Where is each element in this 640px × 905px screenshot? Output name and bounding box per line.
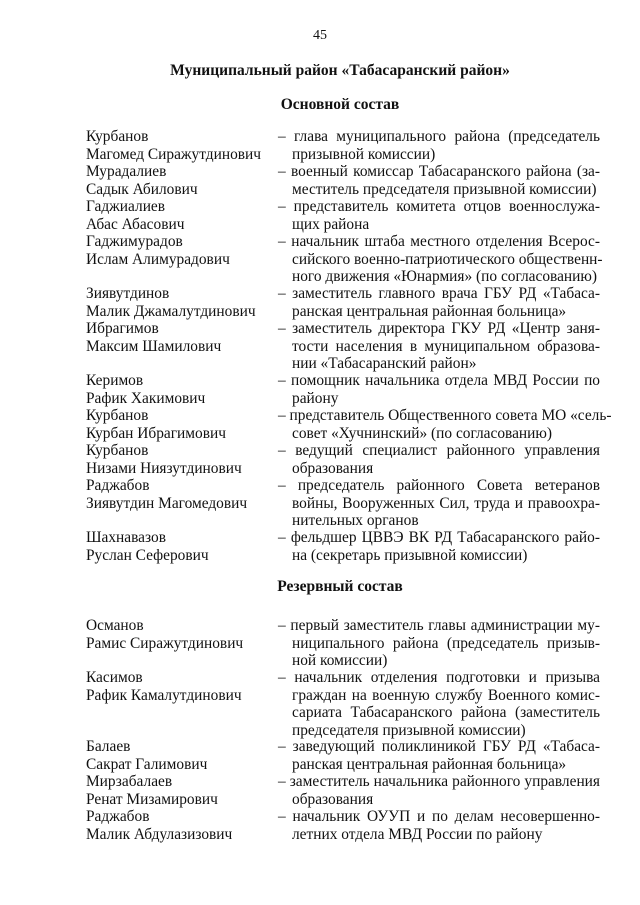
member-entry	[86, 285, 606, 320]
role-line: – начальник ОУУП и по делам несовершенно-	[278, 808, 600, 825]
member-surname: Гаджиалиев	[86, 198, 166, 215]
member-name	[86, 617, 278, 670]
member-name	[86, 529, 278, 564]
member-role	[278, 808, 600, 843]
member-surname: Курбанов	[86, 442, 149, 459]
role-line: ной комиссии)	[292, 652, 388, 670]
member-name	[86, 669, 278, 739]
role-line: призывной комиссии)	[292, 145, 436, 163]
role-line: войны, Вооруженных Сил, труда и правоохра-	[292, 494, 600, 512]
role-line: – помощник начальника отдела МВД России по	[278, 372, 600, 389]
member-surname: Ибрагимов	[86, 320, 159, 337]
member-entry	[86, 442, 606, 477]
member-role	[278, 372, 600, 407]
role-line: меститель председателя призывной комиссии)	[292, 180, 597, 198]
member-entry	[86, 233, 606, 286]
role-line: ранская центральная районная больница»	[292, 302, 567, 320]
member-entry	[86, 477, 606, 530]
member-given-names: Максим Шамилович	[86, 337, 222, 355]
role-line: образования	[292, 459, 374, 477]
member-given-names: Рафик Хакимович	[86, 389, 206, 407]
member-surname: Шахнавазов	[86, 529, 166, 546]
member-name	[86, 407, 278, 442]
member-name	[86, 442, 278, 477]
document-title: Муниципальный район «Табасаранский район»	[170, 62, 510, 79]
member-role	[278, 529, 600, 564]
role-line: – начальник штаба местного отделения Всерос-	[278, 233, 600, 250]
member-name	[86, 163, 278, 198]
member-entry	[86, 808, 606, 843]
role-line: граждан на военную службу Военного комис-	[292, 686, 600, 704]
section-heading-reserve: Резервный состав	[277, 578, 403, 595]
role-line: – начальник отделения подготовки и призыва	[278, 669, 600, 686]
member-given-names: Абас Абасович	[86, 215, 185, 233]
role-line: нии «Табасаранский район»	[292, 355, 477, 373]
role-line: – заведующий поликлиникой ГБУ РД «Табаса-	[278, 738, 600, 755]
member-role	[278, 198, 600, 233]
member-role	[278, 442, 600, 477]
role-line: – ведущий специалист районного управления	[278, 442, 600, 459]
role-line: председателя призывной комиссии)	[292, 721, 526, 739]
member-given-names: Руслан Сеферович	[86, 546, 209, 564]
role-line: ранская центральная районная больница»	[292, 755, 567, 773]
member-name	[86, 233, 278, 286]
member-role	[278, 477, 600, 530]
member-name	[86, 372, 278, 407]
member-role	[278, 669, 600, 739]
page-number: 45	[313, 28, 327, 43]
member-entry	[86, 617, 606, 670]
member-given-names: Ислам Алимурадович	[86, 250, 230, 268]
member-given-names: Сакрат Галимович	[86, 755, 208, 773]
member-entry	[86, 407, 612, 442]
member-surname: Балаев	[86, 738, 131, 755]
section-heading-main: Основной состав	[280, 96, 400, 113]
member-surname: Мирзабалаев	[86, 773, 173, 790]
member-surname: Раджабов	[86, 808, 150, 825]
member-role	[278, 285, 600, 320]
member-entry	[86, 320, 606, 373]
member-name	[86, 477, 278, 530]
member-role	[278, 320, 600, 373]
member-given-names: Курбан Ибрагимович	[86, 424, 226, 442]
member-surname: Мурадалиев	[86, 163, 167, 180]
role-line: – заместитель главного врача ГБУ РД «Табаса-	[278, 285, 600, 302]
role-line: – первый заместитель главы администрации му-	[278, 617, 600, 634]
member-surname: Османов	[86, 617, 144, 634]
member-entry	[86, 198, 606, 233]
role-line: – представитель Общественного совета МО «сель-	[278, 407, 612, 424]
member-entry	[86, 738, 606, 773]
role-line: нительных органов	[292, 512, 419, 530]
role-line: – заместитель начальника районного управления	[278, 773, 600, 790]
member-surname: Курбанов	[86, 407, 149, 424]
role-line: району	[292, 389, 339, 407]
role-line: ниципального района (председатель призыв-	[292, 634, 600, 652]
role-line: совет «Хучнинский» (по согласованию)	[292, 424, 553, 442]
member-given-names: Рамис Сиражутдинович	[86, 634, 244, 652]
role-line: – фельдшер ЦВВЭ ВК РД Табасаранского райо-	[278, 529, 600, 546]
role-line: – председатель районного Совета ветеранов	[278, 477, 600, 494]
member-entry	[86, 372, 606, 407]
role-line: на (секретарь призывной комиссии)	[292, 546, 528, 564]
role-line: – военный комиссар Табасаранского района (за-	[278, 163, 600, 180]
member-given-names: Низами Ниязутдинович	[86, 459, 242, 477]
member-surname: Керимов	[86, 372, 144, 389]
member-name	[86, 738, 278, 773]
member-entry	[86, 163, 606, 198]
member-role	[278, 233, 603, 286]
member-role	[278, 773, 600, 808]
member-surname: Касимов	[86, 669, 143, 686]
role-line: – представитель комитета отцов военнослужа-	[278, 198, 600, 215]
member-name	[86, 285, 278, 320]
member-surname: Зиявутдинов	[86, 285, 170, 302]
role-line: сариата Табасаранского района (заместитель	[292, 704, 600, 722]
member-given-names: Зиявутдин Магомедович	[86, 494, 248, 512]
member-name	[86, 320, 278, 373]
member-name	[86, 808, 278, 843]
role-line: тости населения в муниципальном образова-	[292, 337, 600, 355]
member-given-names: Малик Джамалутдинович	[86, 302, 256, 320]
member-surname: Раджабов	[86, 477, 150, 494]
role-line: летних отдела МВД России по району	[292, 825, 543, 843]
member-given-names: Малик Абдулазизович	[86, 825, 233, 843]
member-name	[86, 198, 278, 233]
member-role	[278, 128, 600, 163]
role-line: – заместитель директора ГКУ РД «Центр заня-	[278, 320, 600, 337]
member-name	[86, 128, 278, 163]
member-entry	[86, 669, 606, 739]
member-given-names: Рафик Камалутдинович	[86, 686, 242, 704]
member-role	[278, 407, 612, 442]
member-entry	[86, 773, 606, 808]
role-line: ного движения «Юнармия» (по согласованию)	[292, 268, 598, 286]
member-surname: Гаджимурадов	[86, 233, 183, 250]
member-entry	[86, 128, 606, 163]
member-role	[278, 738, 600, 773]
member-surname: Курбанов	[86, 128, 149, 145]
role-line: – глава муниципального района (председатель	[278, 128, 600, 145]
member-name	[86, 773, 278, 808]
member-given-names: Садык Абилович	[86, 180, 198, 198]
member-entry	[86, 529, 606, 564]
role-line: образования	[292, 790, 374, 808]
member-given-names: Ренат Мизамирович	[86, 790, 218, 808]
member-role	[278, 617, 600, 670]
member-given-names: Магомед Сиражутдинович	[86, 145, 262, 163]
member-role	[278, 163, 600, 198]
role-line: сийского военно-патриотического общественн-	[292, 250, 603, 268]
role-line: щих района	[292, 215, 370, 233]
